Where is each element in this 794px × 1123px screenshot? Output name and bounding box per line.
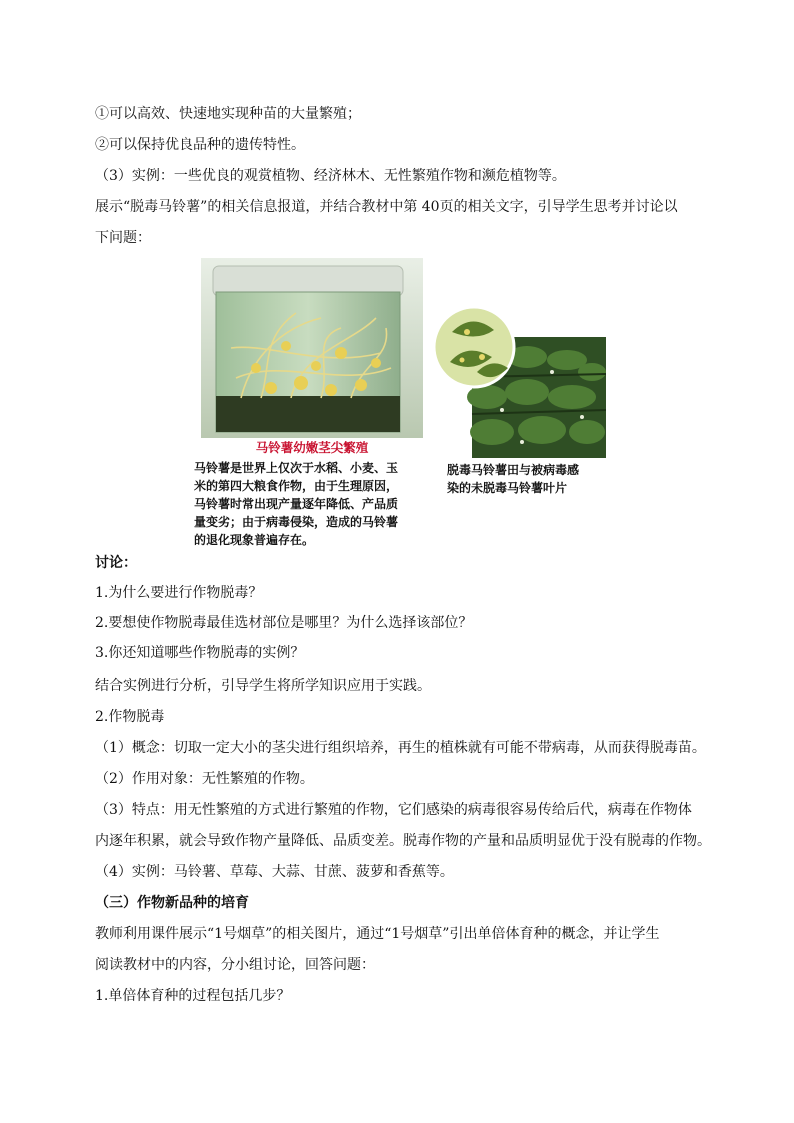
question-2: 2.要想使作物脱毒最佳选材部位是哪里？为什么选择该部位？ (95, 615, 473, 631)
potato-field-image (432, 302, 606, 458)
paragraph-features-line2: 内逐年积累，就会导致作物产量降低、品质变差。脱毒作物的产量和品质明显优于没有脱毒的作物。 (95, 833, 711, 849)
paragraph-tobacco-line2: 阅读教材中的内容，分小组讨论，回答问题： (95, 957, 375, 973)
paragraph-target: （2）作用对象：无性繁殖的作物。 (95, 771, 314, 787)
question-3: 3.你还知道哪些作物脱毒的实例？ (95, 645, 305, 661)
paragraph-example: （3）实例：一些优良的观赏植物、经济林木、无性繁殖作物和濒危植物等。 (95, 168, 566, 184)
potato-tissue-culture-image (201, 258, 423, 438)
figure-right-caption: 脱毒马铃薯田与被病毒感 染的未脱毒马铃薯叶片 (447, 463, 580, 495)
discussion-heading: 讨论： (95, 555, 137, 571)
question-1: 1.为什么要进行作物脱毒？ (95, 585, 263, 601)
section-heading-detox: 2.作物脱毒 (95, 709, 165, 725)
paragraph-examples: （4）实例：马铃薯、草莓、大蒜、甘蔗、菠萝和香蕉等。 (95, 864, 454, 880)
paragraph-intro-line1: 展示“脱毒马铃薯”的相关信息报道，并结合教材中第 40页的相关文字，引导学生思考并讨论以 (95, 199, 678, 215)
paragraph-intro-line2: 下问题： (95, 230, 151, 246)
paragraph-analysis: 结合实例进行分析，引导学生将所学知识应用于实践。 (95, 678, 431, 694)
section-heading-new-varieties: （三）作物新品种的培育 (95, 895, 249, 911)
paragraph-concept: （1）概念：切取一定大小的茎尖进行组织培养，再生的植株就有可能不带病毒，从而获得脱毒苗。 (95, 740, 706, 756)
figure-left-caption: 马铃薯是世界上仅次于水稻、小麦、玉 米的第四大粮食作物，由于生理原因， 马铃薯时常出现产量逐年降低、产品质 量变劣；由于病毒侵染，造成的马铃薯 的退化现象普遍存在。 (194, 461, 399, 547)
paragraph-benefit-1: ①可以高效、快速地实现种苗的大量繁殖； (95, 106, 361, 122)
paragraph-tobacco-line1: 教师利用课件展示“1号烟草”的相关图片，通过“1号烟草”引出单倍体育种的概念，并让学生 (95, 926, 660, 942)
figure-left-title: 马铃薯幼嫩茎尖繁殖 (255, 440, 369, 455)
paragraph-features-line1: （3）特点：用无性繁殖的方式进行繁殖的作物，它们感染的病毒很容易传给后代，病毒在作物体 (95, 802, 692, 818)
question-4: 1.单倍体育种的过程包括几步？ (95, 988, 291, 1004)
paragraph-benefit-2: ②可以保持优良品种的遗传特性。 (95, 137, 305, 153)
